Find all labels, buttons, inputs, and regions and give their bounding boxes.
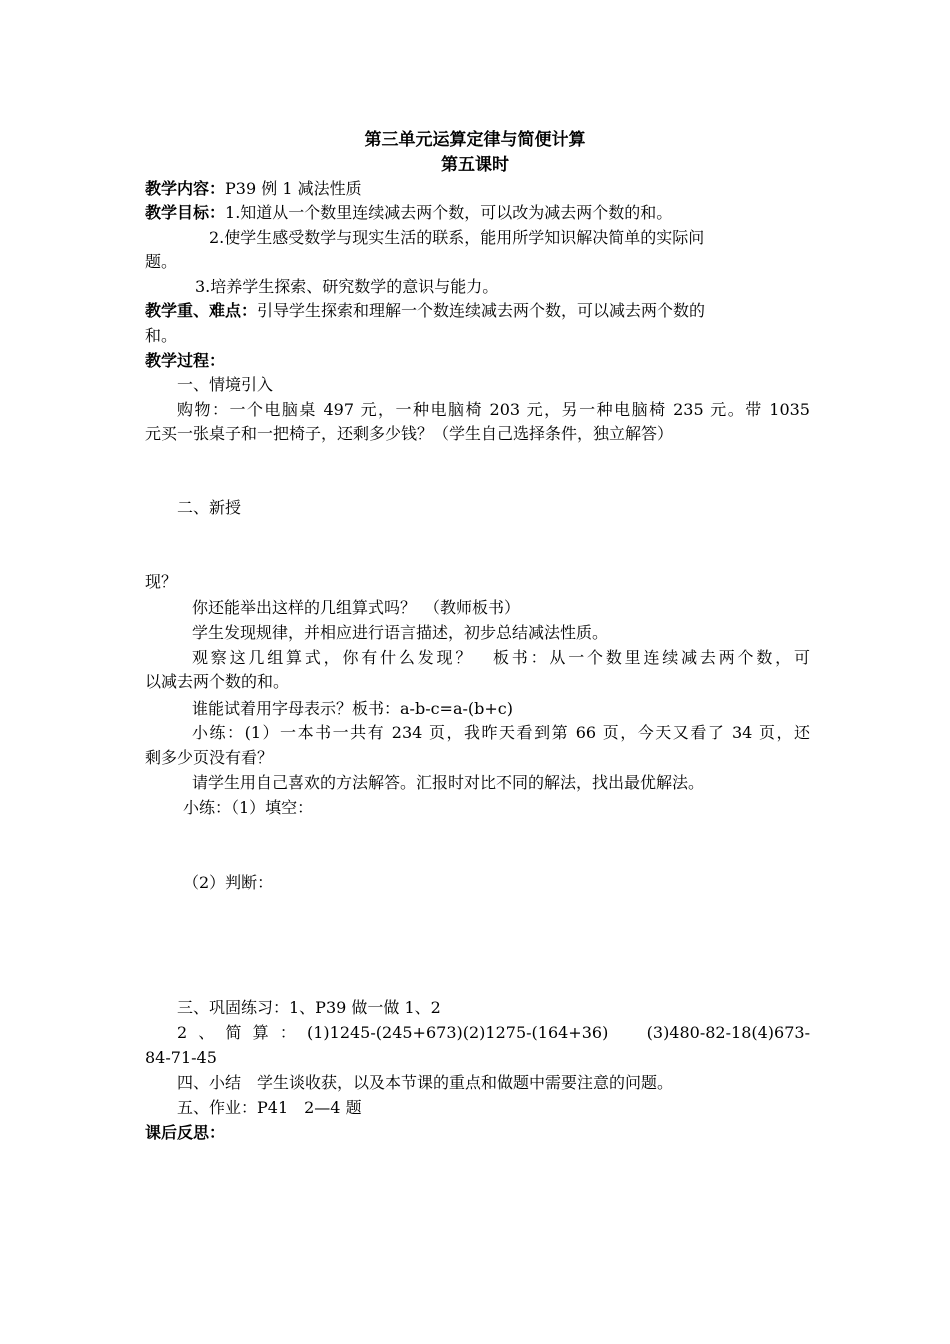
goal-2-line-2: 题。 [145,252,178,271]
shopping-problem-line-2: 元买一张桌子和一把椅子，还剩多少钱？（学生自己选择条件，独立解答） [145,424,674,443]
teaching-goals [145,201,810,226]
teaching-content-text: P39 例 1 减法性质 [225,179,362,198]
page-title: 第三单元运算定律与简便计算 [364,130,586,150]
section-5-heading: 五、作业：P41 2—4 题 [177,1098,362,1117]
key-points-text: 引导学生探索和理解一个数连续减去两个数，可以减去两个数的 [257,301,706,320]
paragraph-3-line-1: 观察这几组算式，你有什么发现？ 板书：从一个数里连续减去两个数，可 [192,648,810,667]
page-subtitle: 第五课时 [441,155,509,175]
paragraph-3-line-2: 以减去两个数的和。 [145,672,290,691]
goal-2-line-1: 2.使学生感受数学与现实生活的联系，能用所学知识解决简单的实际问 [209,228,705,247]
section-3-heading: 三、巩固练习：1、P39 做一做 1、2 [177,998,441,1017]
paragraph-5-line-1: 小练：(1）一本书一共有 234 页，我昨天看到第 66 页，今天又看了 34 页，还 [192,723,810,742]
key-points-label: 教学重、难点： [145,301,258,320]
paragraph-2: 学生发现规律，并相应进行语言描述，初步总结减法性质。 [192,623,609,642]
goal-1: 1.知道从一个数里连续减去两个数，可以改为减去两个数的和。 [225,203,673,222]
goal-3: 3.培养学生探索、研究数学的意识与能力。 [195,277,499,296]
paragraph-5-line-2: 剩多少页没有看？ [145,748,274,767]
shopping-problem-line-1: 购物：一个电脑桌 497 元，一种电脑椅 203 元，另一种电脑椅 235 元。带 1035 [177,400,810,419]
simplify-line-2: 84-71-45 [145,1048,217,1067]
section-1-heading: 一、情境引入 [177,375,274,394]
teaching-goals-label: 教学目标： [145,203,226,222]
process-label: 教学过程： [145,351,226,370]
paragraph-1: 你还能举出这样的几组算式吗？ （教师板书） [192,598,521,617]
simplify-line-1: 2、简算：(1)1245-(245+673)(2)1275-(164+36) (3)480-82-18(4)673- [177,1023,810,1042]
teaching-content [145,177,810,202]
paragraph-6: 请学生用自己喜欢的方法解答。汇报时对比不同的解法，找出最优解法。 [192,773,705,792]
reflection-label: 课后反思： [145,1123,226,1142]
section-4-heading: 四、小结 学生谈收获，以及本节课的重点和做题中需要注意的问题。 [177,1073,674,1092]
key-points-line-2: 和。 [145,326,178,345]
key-points [145,299,810,324]
teaching-content-label: 教学内容： [145,179,226,198]
board-row-3: 现？ [145,572,178,591]
fill-label: 小练：（1）填空： [183,798,314,817]
section-2-heading: 二、新授 [177,498,242,517]
paragraph-4: 谁能试着用字母表示？板书：a-b-c=a-(b+c) [192,699,514,718]
judge-label: （2）判断： [183,873,274,892]
